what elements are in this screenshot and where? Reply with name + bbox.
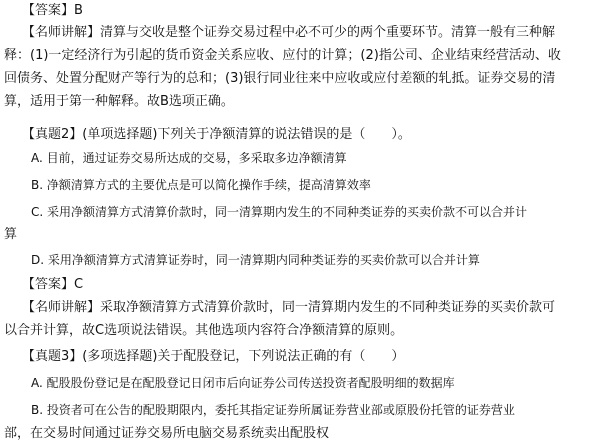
question-2-option-d: D. 采用净额清算方式清算证券时，同一清算期内同种类证券的买卖价款可以合并计算: [31, 253, 480, 267]
answer-2: 【答案】C: [22, 277, 84, 292]
explanation-2-line-1: 【名师讲解】采取净额清算方式清算价款时，同一清算期内发生的不同种类证券的买卖价款可: [22, 300, 556, 315]
question-2-option-c-line-1: C. 采用净额清算方式清算价款时，同一清算期内发生的不同种类证券的买卖价款不可以合并计: [31, 205, 528, 219]
question-2-option-c-line-2: 算: [4, 227, 18, 242]
explanation-1-line-3: 回债务、处置分配财产等行为的总和；(3)银行同业往来中应收或应付差额的轧抵。证券交易的清: [4, 71, 556, 86]
explanation-1-line-4: 算，适用于第一种解释。故B选项正确。: [4, 94, 234, 109]
question-3-option-a: A. 配股股份登记是在配股登记日闭市后向证券公司传送投资者配股明细的数据库: [31, 376, 455, 390]
answer-1: 【答案】B: [22, 3, 83, 18]
explanation-1-line-2: 释：(1)一定经济行为引起的货币资金关系应收、应付的计算；(2)指公司、企业结束经营活动、收: [4, 48, 561, 63]
explanation-2-line-2: 以合并计算，故C选项说法错误。其他选项内容符合净额清算的原则。: [4, 323, 404, 338]
explanation-1-line-1: 【名师讲解】清算与交收是整个证券交易过程中必不可少的两个重要环节。清算一般有三种解: [22, 25, 556, 40]
question-2-stem: 【真题2】(单项选择题)下列关于净额清算的说法错误的是（ ）。: [22, 127, 411, 142]
question-2-option-b: B. 净额清算方式的主要优点是可以简化操作手续，提高清算效率: [31, 178, 371, 192]
question-3-option-b-line-1: B. 投资者可在公告的配股期限内，委托其指定证券所属证券营业部或原股份托管的证券营业: [31, 403, 515, 417]
question-3-option-b-line-2: 部，在交易时间通过证券交易所电脑交易系统卖出配股权: [4, 426, 330, 441]
question-3-stem: 【真题3】(多项选择题)关于配股登记，下列说法正确的有（ ）: [22, 349, 405, 364]
question-2-option-a: A. 目前，通过证券交易所达成的交易，多采取多边净额清算: [31, 151, 347, 165]
